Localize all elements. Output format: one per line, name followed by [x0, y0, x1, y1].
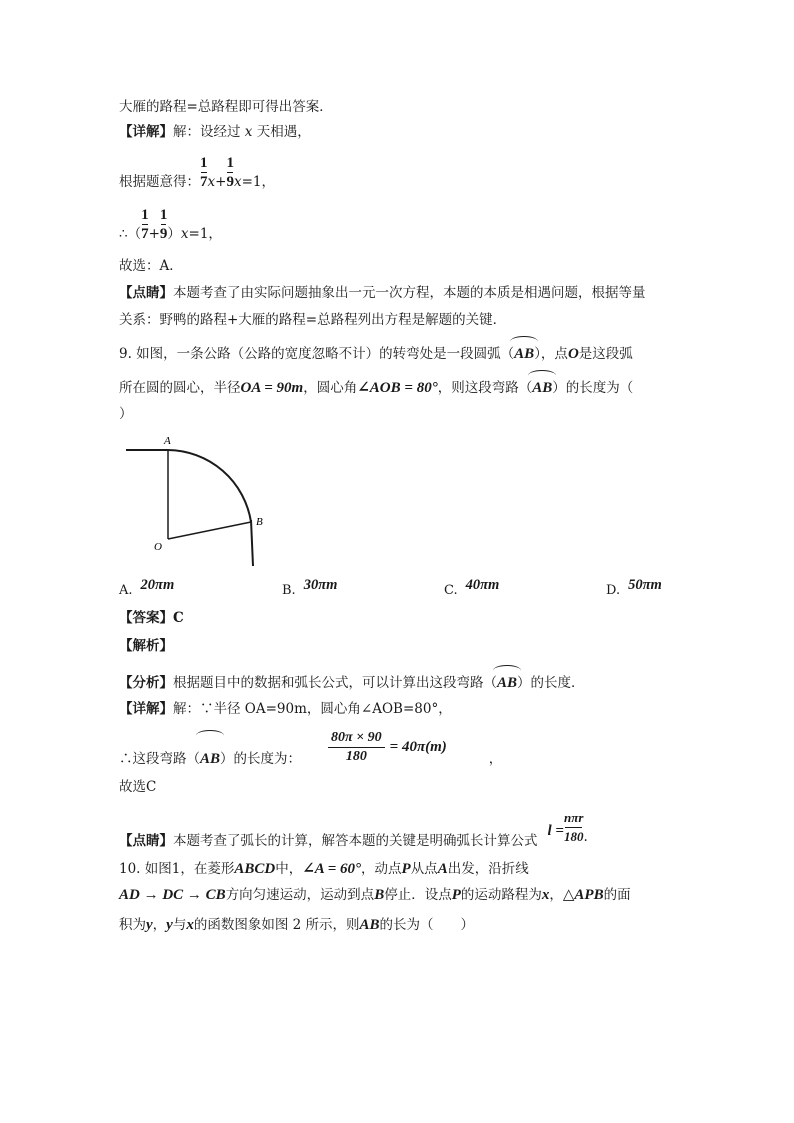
fraction-1-7 — [141, 206, 149, 243]
option-d[interactable] — [606, 577, 662, 599]
result-text: ）的长度为： — [220, 751, 302, 767]
q9-stem-line1 — [119, 345, 633, 363]
q9-answer: 【答案】C — [119, 610, 184, 626]
fraction-1-7 — [200, 154, 208, 191]
q10-text: 积为 — [119, 917, 146, 933]
angle-expr: ∠AOB = 80° — [357, 380, 438, 396]
p8-equation-1 — [119, 152, 275, 192]
detail-text-b: 天相遇， — [252, 124, 311, 140]
arc-label: AB — [532, 380, 553, 396]
var-x: x — [186, 917, 194, 933]
eq2-suffix: =1， — [188, 226, 222, 242]
detail-tag: 【详解】 — [119, 701, 173, 717]
q10-stem-line2 — [119, 886, 631, 904]
arc-ab — [497, 674, 517, 692]
comment-text: 本题考查了弧长的计算，解答本题的关键是明确弧长计算公式 — [173, 833, 538, 849]
result-fraction — [327, 729, 386, 766]
q10-text: 的运动路程为 — [460, 887, 542, 903]
option-letter: A. — [119, 583, 133, 598]
rhombus-name: ABCD — [234, 861, 276, 877]
eq2-mid: ） — [167, 226, 181, 242]
q10-text: ， — [549, 887, 563, 903]
arc-label: AB — [200, 751, 221, 767]
fraction-1-9 — [226, 154, 234, 191]
point-o: O — [567, 346, 579, 362]
option-b[interactable] — [282, 577, 338, 599]
eq1-suffix: =1， — [241, 174, 275, 190]
frac-num: 1 — [226, 155, 234, 171]
option-value: 40πm — [465, 577, 500, 593]
q10-text: 出发，沿折线 — [447, 861, 529, 877]
p8-equation-2 — [119, 204, 222, 244]
label-a: A — [164, 435, 171, 447]
q10-text: ， — [152, 917, 167, 933]
segment-ab: AB — [359, 917, 380, 933]
option-c[interactable] — [444, 577, 500, 599]
frac-num: 1 — [141, 207, 149, 223]
frac-den: 7 — [141, 226, 149, 242]
comment-tag: 【点睛】 — [119, 833, 173, 849]
formula-l: l = — [547, 823, 564, 839]
frac-num: 80π × 90 — [331, 730, 382, 745]
q9-analysis: 【解析】 — [119, 638, 173, 654]
detail-text-a: 解：设经过 — [173, 124, 245, 140]
frac-den: 9 — [226, 174, 234, 190]
option-value: 20πm — [140, 577, 175, 593]
radius-ob — [168, 522, 251, 539]
angle-a: ∠A = 60° — [302, 861, 362, 877]
frac-den: 9 — [159, 226, 168, 242]
q10-text: 方向匀速运动，运动到点 — [225, 887, 375, 903]
option-value: 30πm — [303, 577, 338, 593]
frac-den: 7 — [200, 174, 208, 190]
q9-fenxi-line — [119, 674, 585, 692]
fenxi-text: 根据题目中的数据和弧长公式，可以计算出这段弯路（ — [173, 675, 497, 691]
q10-text: 的长为（ ） — [379, 917, 475, 933]
q10-stem-line1 — [119, 860, 529, 878]
p8-choice: 故选：A． — [119, 258, 183, 274]
result-value: = 40π(m) — [389, 739, 447, 755]
comment-text: 本题考查了由实际问题抽象出一元一次方程，本题的本质是相遇问题，根据等量 — [173, 285, 646, 301]
q9-text: 所在圆的圆心，半径 — [119, 380, 241, 396]
p8-detail-line — [119, 123, 311, 141]
var-x: x — [541, 887, 550, 903]
p8-comment-line1 — [119, 284, 646, 302]
frac-num: 1 — [159, 207, 168, 223]
q9-text: ）的长度为（ — [552, 380, 634, 396]
arc-label: AB — [497, 675, 518, 691]
frac-num: 1 — [200, 155, 208, 171]
path-expr: AD → DC → CB — [119, 887, 226, 903]
option-letter: B. — [282, 583, 296, 598]
detail-tag: 【详解】 — [119, 124, 173, 140]
fenxi-tag: 【分析】 — [119, 675, 173, 691]
q10-text: 的函数图象如图 2 所示，则 — [193, 917, 360, 933]
q9-text: 9. 如图，一条公路（公路的宽度忽略不计）的转弯处是一段圆弧（ — [119, 346, 515, 362]
point-p: P — [401, 861, 411, 877]
q10-text: 中， — [275, 861, 303, 877]
arc-ab — [532, 379, 552, 397]
p8-comment-line2: 关系：野鸭的路程+大雁的路程=总路程列出方程是解题的关键． — [119, 312, 507, 328]
plus-sign: + — [215, 174, 227, 190]
q9-stem-line2 — [119, 379, 633, 397]
var-y: y — [166, 917, 173, 933]
road-down — [251, 520, 253, 566]
q9-text: ），点 — [534, 346, 568, 362]
point-a: A — [437, 861, 448, 877]
result-text: ， — [488, 751, 503, 767]
q10-text: 从点 — [410, 861, 438, 877]
comment-tag: 【点睛】 — [119, 285, 173, 301]
frac-num: nπr — [564, 810, 584, 825]
option-value: 50πm — [628, 577, 662, 593]
detail-text: 解：∵半径 OA=90m，圆心角∠AOB=80°， — [173, 701, 452, 717]
radius-expr: OA = 90m — [240, 380, 304, 396]
option-letter: C. — [444, 583, 458, 598]
fenxi-text: ）的长度． — [517, 675, 585, 691]
q9-stem-line3: ） — [119, 406, 133, 422]
road-arc-figure — [118, 428, 278, 573]
point-p: P — [451, 887, 461, 903]
var-x: x — [180, 226, 189, 242]
var-x: x — [207, 174, 216, 190]
road-arc — [168, 450, 251, 522]
q9-detail-line — [119, 700, 452, 718]
q10-text: 停止．设点 — [384, 887, 452, 903]
q10-text: 与 — [172, 917, 187, 933]
q10-stem-line3 — [119, 916, 474, 934]
q9-choice: 故选C — [119, 779, 157, 795]
var-y: y — [146, 917, 153, 933]
q10-text: ，动点 — [361, 861, 402, 877]
q10-text: 10. 如图1，在菱形 — [119, 861, 235, 877]
eq1-prefix: 根据题意得： — [119, 174, 200, 190]
option-letter: D. — [606, 583, 621, 598]
point-b: B — [374, 887, 385, 903]
q9-text: ，圆心角 — [303, 380, 358, 396]
arc-length-formula — [564, 809, 584, 846]
q9-comment-line — [119, 810, 588, 852]
plus-sign: + — [148, 226, 160, 242]
label-b: B — [256, 516, 263, 528]
arc-ab — [514, 345, 534, 363]
var-x: x — [233, 174, 242, 190]
arc-ab — [200, 739, 220, 779]
result-text: ∴这段弯路（ — [119, 751, 200, 767]
eq2-prefix: ∴（ — [119, 226, 142, 242]
option-a[interactable] — [119, 577, 175, 599]
formula-end: . — [583, 829, 588, 845]
frac-den: 180 — [345, 749, 367, 764]
p8-line1: 大雁的路程=总路程即可得出答案． — [119, 99, 333, 115]
triangle-apb: △APB — [562, 887, 604, 903]
q9-result-line — [119, 727, 502, 767]
q9-text: ，则这段弯路（ — [437, 380, 533, 396]
frac-den: 180 — [563, 829, 584, 844]
label-o: O — [154, 541, 162, 553]
arc-label: AB — [514, 346, 535, 362]
q9-text: 是这段弧 — [578, 346, 633, 362]
q10-text: 的面 — [603, 887, 631, 903]
var-x: x — [244, 124, 253, 140]
